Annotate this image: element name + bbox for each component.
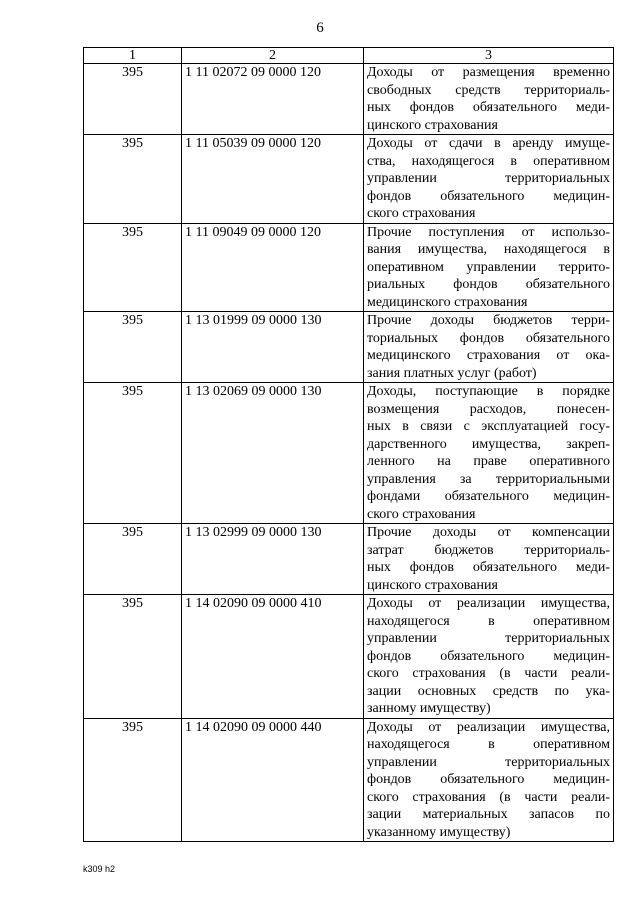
description-line: зания платных услуг (работ): [367, 365, 537, 381]
table-row: [84, 595, 614, 719]
description-line: ства, находящегося в оперативном: [367, 153, 610, 169]
description-line: ского страхования (в части реали-: [367, 789, 610, 805]
description-line: ных в связи с эксплуатацией госу-: [367, 419, 610, 434]
revenue-administrator-code: 395: [84, 223, 182, 312]
description-line: Прочие поступления от использо-: [367, 224, 610, 240]
header-col-3: 3: [364, 48, 614, 64]
table-row: [84, 64, 614, 135]
revenue-description: [364, 383, 614, 524]
budget-classification-code: 1 13 02069 09 0000 130: [182, 383, 364, 524]
classification-table: [83, 47, 614, 842]
budget-classification-code: 1 13 02999 09 0000 130: [182, 524, 364, 595]
description-line: зации основных средств по ука-: [367, 683, 610, 699]
revenue-description: [364, 595, 614, 719]
description-line: Прочие доходы бюджетов терри-: [367, 313, 610, 328]
revenue-description: [364, 223, 614, 312]
revenue-description: [364, 312, 614, 383]
revenue-administrator-code: 395: [84, 524, 182, 595]
description-line: цинского страхования: [367, 117, 498, 133]
revenue-administrator-code: 395: [84, 718, 182, 842]
revenue-description: [364, 135, 614, 224]
description-line: управлении территориальных: [367, 631, 610, 646]
table-body: [84, 64, 614, 842]
description-line: ского страхования: [367, 506, 476, 522]
budget-classification-code: 1 11 09049 09 0000 120: [182, 223, 364, 312]
table-row: [84, 223, 614, 312]
description-line: фондов обязательного медицин-: [367, 648, 610, 664]
revenue-administrator-code: 395: [84, 383, 182, 524]
description-line: управлении территориальных: [367, 754, 610, 770]
footer-code: k309 h2: [83, 864, 116, 874]
description-line: фондами обязательного медицин-: [367, 489, 610, 504]
description-line: находящегося в оперативном: [367, 737, 610, 752]
description-line: фондов обязательного медицин-: [367, 188, 610, 204]
description-line: ториальных фондов обязательного: [367, 330, 610, 346]
revenue-administrator-code: 395: [84, 312, 182, 383]
page-number: 6: [316, 20, 324, 36]
description-line: Доходы от реализации имущества,: [367, 719, 610, 735]
description-line: затрат бюджетов территориаль-: [367, 542, 610, 558]
revenue-administrator-code: 395: [84, 595, 182, 719]
revenue-description: [364, 524, 614, 595]
description-line: ных фондов обязательного меди-: [367, 100, 610, 115]
budget-classification-code: 1 11 05039 09 0000 120: [182, 135, 364, 224]
table-row: [84, 312, 614, 383]
description-line: фондов обязательного медицин-: [367, 772, 610, 787]
description-line: ных фондов обязательного меди-: [367, 560, 610, 575]
table-row: [84, 718, 614, 842]
description-line: Доходы, поступающие в порядке: [367, 384, 610, 399]
description-line: оперативном управлении террито-: [367, 259, 610, 275]
description-line: риальных фондов обязательного: [367, 277, 610, 292]
budget-classification-code: 1 14 02090 09 0000 410: [182, 595, 364, 719]
revenue-description: [364, 718, 614, 842]
description-line: цинского страхования: [367, 577, 498, 593]
description-line: медицинского страхования: [367, 294, 528, 310]
description-line: указанному имуществу): [367, 824, 511, 840]
header-col-1: 1: [84, 48, 182, 64]
description-line: дарственного имущества, закреп-: [367, 436, 610, 452]
description-line: свободных средств территориаль-: [367, 82, 610, 98]
description-line: Доходы от сдачи в аренду имуще-: [367, 136, 610, 151]
description-line: Доходы от размещения временно: [367, 65, 610, 80]
table-row: [84, 135, 614, 224]
description-line: возмещения расходов, понесен-: [367, 401, 610, 417]
budget-classification-code: 1 13 01999 09 0000 130: [182, 312, 364, 383]
revenue-description: [364, 64, 614, 135]
description-line: Доходы от реализации имущества,: [367, 596, 610, 611]
description-line: занному имуществу): [367, 701, 491, 716]
description-line: ского страхования: [367, 206, 476, 221]
header-col-2: 2: [182, 48, 364, 64]
description-line: управления за территориальными: [367, 471, 610, 487]
description-line: зации материальных запасов по: [367, 807, 610, 822]
revenue-administrator-code: 395: [84, 135, 182, 224]
table-row: [84, 383, 614, 524]
description-line: управлении территориальных: [367, 171, 610, 186]
description-line: ленного на праве оперативного: [367, 454, 610, 469]
table-header: [84, 48, 614, 64]
description-line: вания имущества, находящегося в: [367, 242, 610, 257]
budget-classification-code: 1 14 02090 09 0000 440: [182, 718, 364, 842]
revenue-administrator-code: 395: [84, 64, 182, 135]
table-row: [84, 524, 614, 595]
budget-classification-code: 1 11 02072 09 0000 120: [182, 64, 364, 135]
description-line: медицинского страхования от ока-: [367, 348, 610, 363]
description-line: находящегося в оперативном: [367, 613, 610, 629]
description-line: Прочие доходы от компенсации: [367, 525, 610, 540]
description-line: ского страхования (в части реали-: [367, 666, 610, 681]
